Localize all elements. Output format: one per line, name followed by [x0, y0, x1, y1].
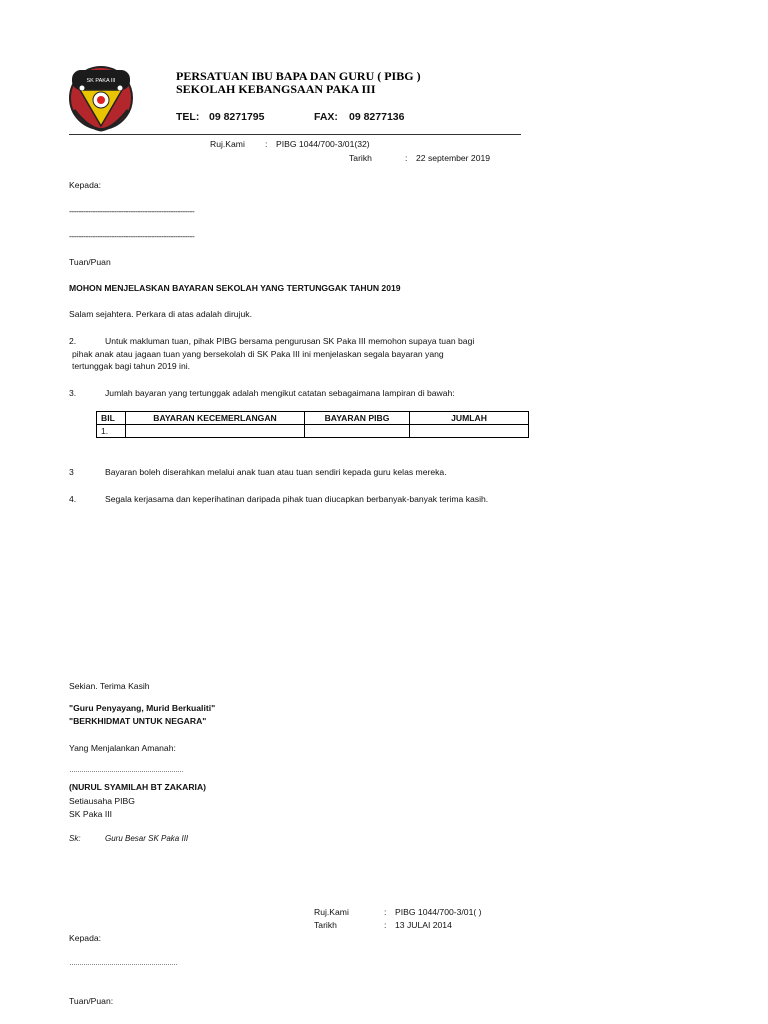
recipient-label: Kepada:: [69, 180, 102, 190]
motto-1: "Guru Penyayang, Murid Berkualiti": [69, 703, 216, 713]
page2-ref-label: Ruj.Kami: [314, 907, 349, 917]
table-cell: [410, 425, 529, 438]
cc-label: Sk:: [69, 834, 81, 843]
date-value: 22 september 2019: [416, 153, 491, 163]
table-header-kecemerlangan: BAYARAN KECEMERLANGAN: [126, 412, 305, 425]
page2-ref-value: PIBG 1044/700-3/01( ): [395, 907, 482, 917]
table-cell: 1.: [97, 425, 126, 438]
page2-recipient-label: Kepada:: [69, 933, 102, 943]
table-row: [97, 425, 529, 438]
table-cell: [305, 425, 410, 438]
salutation: Tuan/Puan: [69, 257, 111, 267]
subject: MOHON MENJELASKAN BAYARAN SEKOLAH YANG TERTUNGGAK TAHUN 2019: [69, 283, 401, 293]
svg-text:SK PAKA III: SK PAKA III: [86, 78, 116, 84]
para2-line-1: Untuk makluman tuan, pihak PIBG bersama pengurusan SK Paka III memohon supaya tuan bagi: [105, 336, 475, 346]
cc-value: Guru Besar SK Paka III: [105, 834, 189, 843]
fax-value: 09 8277136: [349, 111, 405, 123]
date-label: Tarikh: [349, 153, 372, 163]
school-logo: [68, 62, 134, 132]
fax-label: FAX:: [314, 111, 338, 123]
ref-separator: :: [265, 139, 268, 149]
org-name: PERSATUAN IBU BAPA DAN GURU ( PIBG ): [176, 69, 421, 83]
signatory-name: (NURUL SYAMILAH BT ZAKARIA): [69, 782, 207, 792]
para3-number: 3.: [69, 388, 77, 398]
signatory-position: Setiausaha PIBG: [69, 796, 135, 806]
table-header-pibg: BAYARAN PIBG: [305, 412, 410, 425]
ref-label: Ruj.Kami: [210, 139, 245, 149]
para4-text: Segala kerjasama dan keperihatinan daripada pihak tuan diucapkan berbanyak-banyak terima kasih.: [105, 494, 489, 504]
recipient-line-2: -----------------------------------------------------: [69, 231, 195, 241]
para2-line-3: tertunggak bagi tahun 2019 ini.: [72, 361, 191, 371]
intro-text: Salam sejahtera. Perkara di atas adalah dirujuk.: [69, 309, 252, 319]
signatory-school: SK Paka III: [69, 809, 112, 819]
para3b-number: 3: [69, 467, 74, 477]
letterhead-divider: [69, 134, 521, 135]
para2-line-2: pihak anak atau jagaan tuan yang bersekolah di SK Paka III ini menjelaskan segala bayaran yang: [72, 349, 444, 359]
table-header-jumlah: JUMLAH: [410, 412, 529, 425]
payment-table: [96, 411, 529, 438]
closing-thanks: Sekian. Terima Kasih: [69, 681, 150, 691]
school-crest-icon: [68, 62, 134, 132]
date-separator: :: [405, 153, 408, 163]
para3-text: Jumlah bayaran yang tertunggak adalah mengikut catatan sebagaimana lampiran di bawah:: [105, 388, 455, 398]
recipient-line-1: -----------------------------------------------------: [69, 206, 195, 216]
page2-date-separator: :: [384, 920, 387, 930]
page2-recipient-line: ………………………………………………: [69, 960, 177, 967]
para4-number: 4.: [69, 494, 77, 504]
ref-value: PIBG 1044/700-3/01(32): [276, 139, 370, 149]
table-header-bil: BIL: [97, 412, 126, 425]
table-header-row: [97, 412, 529, 425]
page2-ref-separator: :: [384, 907, 387, 917]
page2-date-value: 13 JULAI 2014: [395, 920, 452, 930]
page2-date-label: Tarikh: [314, 920, 337, 930]
tel-value: 09 8271795: [209, 111, 265, 123]
page2-salutation: Tuan/Puan:: [69, 996, 114, 1006]
trust-text: Yang Menjalankan Amanah:: [69, 743, 176, 753]
table-cell: [126, 425, 305, 438]
motto-2: "BERKHIDMAT UNTUK NEGARA": [69, 716, 207, 726]
para2-number: 2.: [69, 336, 77, 346]
tel-label: TEL:: [176, 111, 200, 123]
para3b-text: Bayaran boleh diserahkan melalui anak tuan atau tuan sendiri kepada guru kelas mereka.: [105, 467, 447, 477]
signature-line: …………………………………………………: [69, 767, 183, 774]
school-name: SEKOLAH KEBANGSAAN PAKA III: [176, 82, 376, 96]
